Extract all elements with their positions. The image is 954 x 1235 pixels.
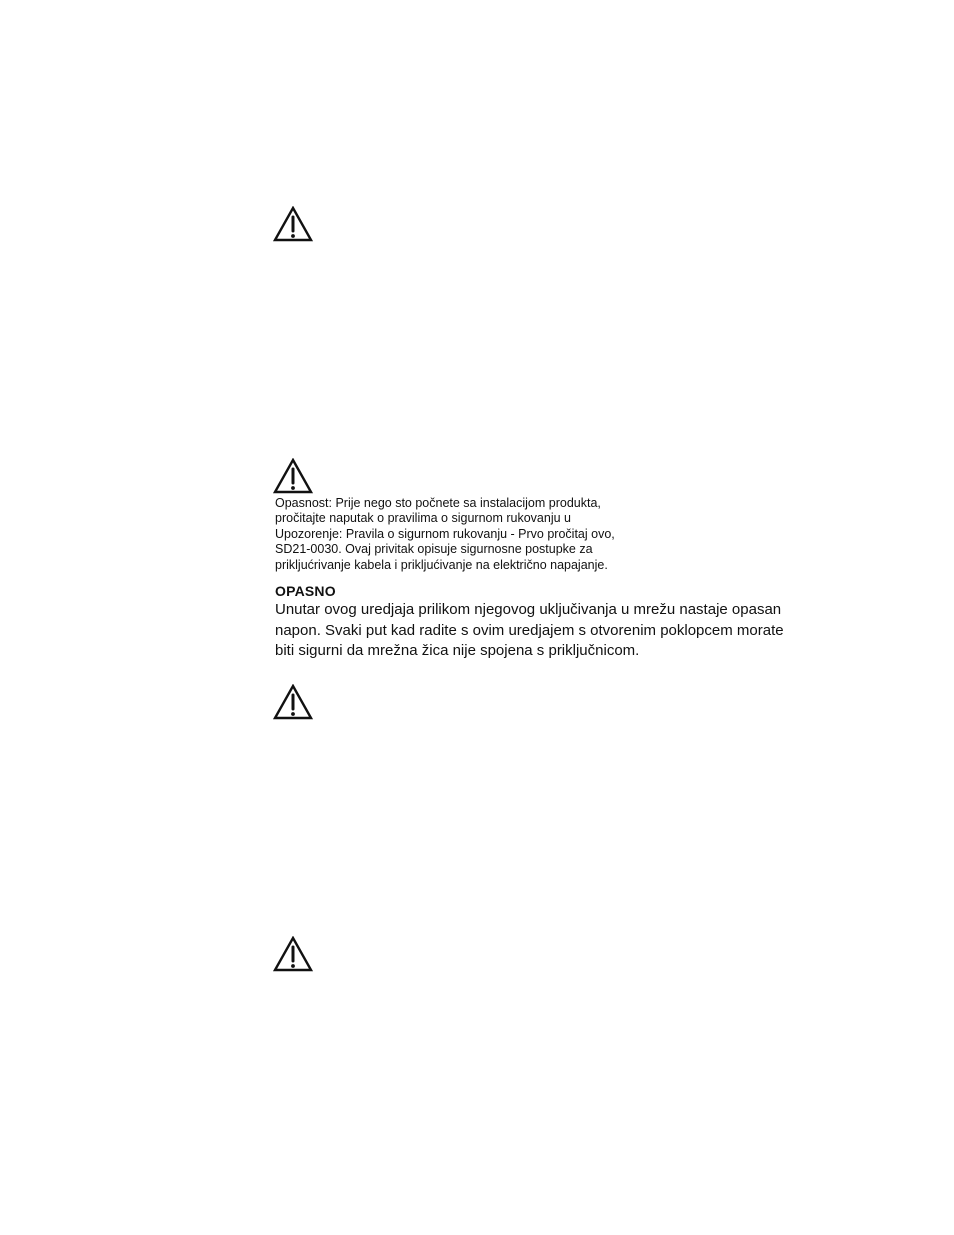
danger-statement [275, 600, 835, 662]
safety-notice [275, 496, 695, 573]
warning-triangle-icon [273, 684, 313, 720]
notice-line: Upozorenje: Pravila o sigurnom rukovanju - Prvo pročitaj ovo, [275, 526, 615, 541]
danger-line: napon. Svaki put kad radite s ovim uredjajem s otvorenim poklopcem morate [275, 621, 784, 639]
warning-triangle-icon [273, 458, 313, 494]
danger-line: biti sigurni da mrežna žica nije spojena s priključnicom. [275, 642, 640, 659]
danger-heading: OPASNO [275, 583, 336, 599]
warning-triangle-icon [273, 206, 313, 242]
notice-line: pročitajte naputak o pravilima o sigurnom rukovanju u [275, 511, 571, 526]
warning-triangle-icon [273, 936, 313, 972]
notice-line: prikljućrivanje kabela i prikljućivanje na električno napajanje. [275, 557, 608, 572]
danger-line: Unutar ovog uredjaja prilikom njegovog uključivanja u mrežu nastaje opasan [275, 601, 782, 618]
notice-line: Opasnost: Prije nego sto počnete sa instalacijom produkta, [275, 496, 601, 510]
notice-line: SD21-0030. Ovaj privitak opisuje sigurnosne postupke za [275, 542, 593, 557]
